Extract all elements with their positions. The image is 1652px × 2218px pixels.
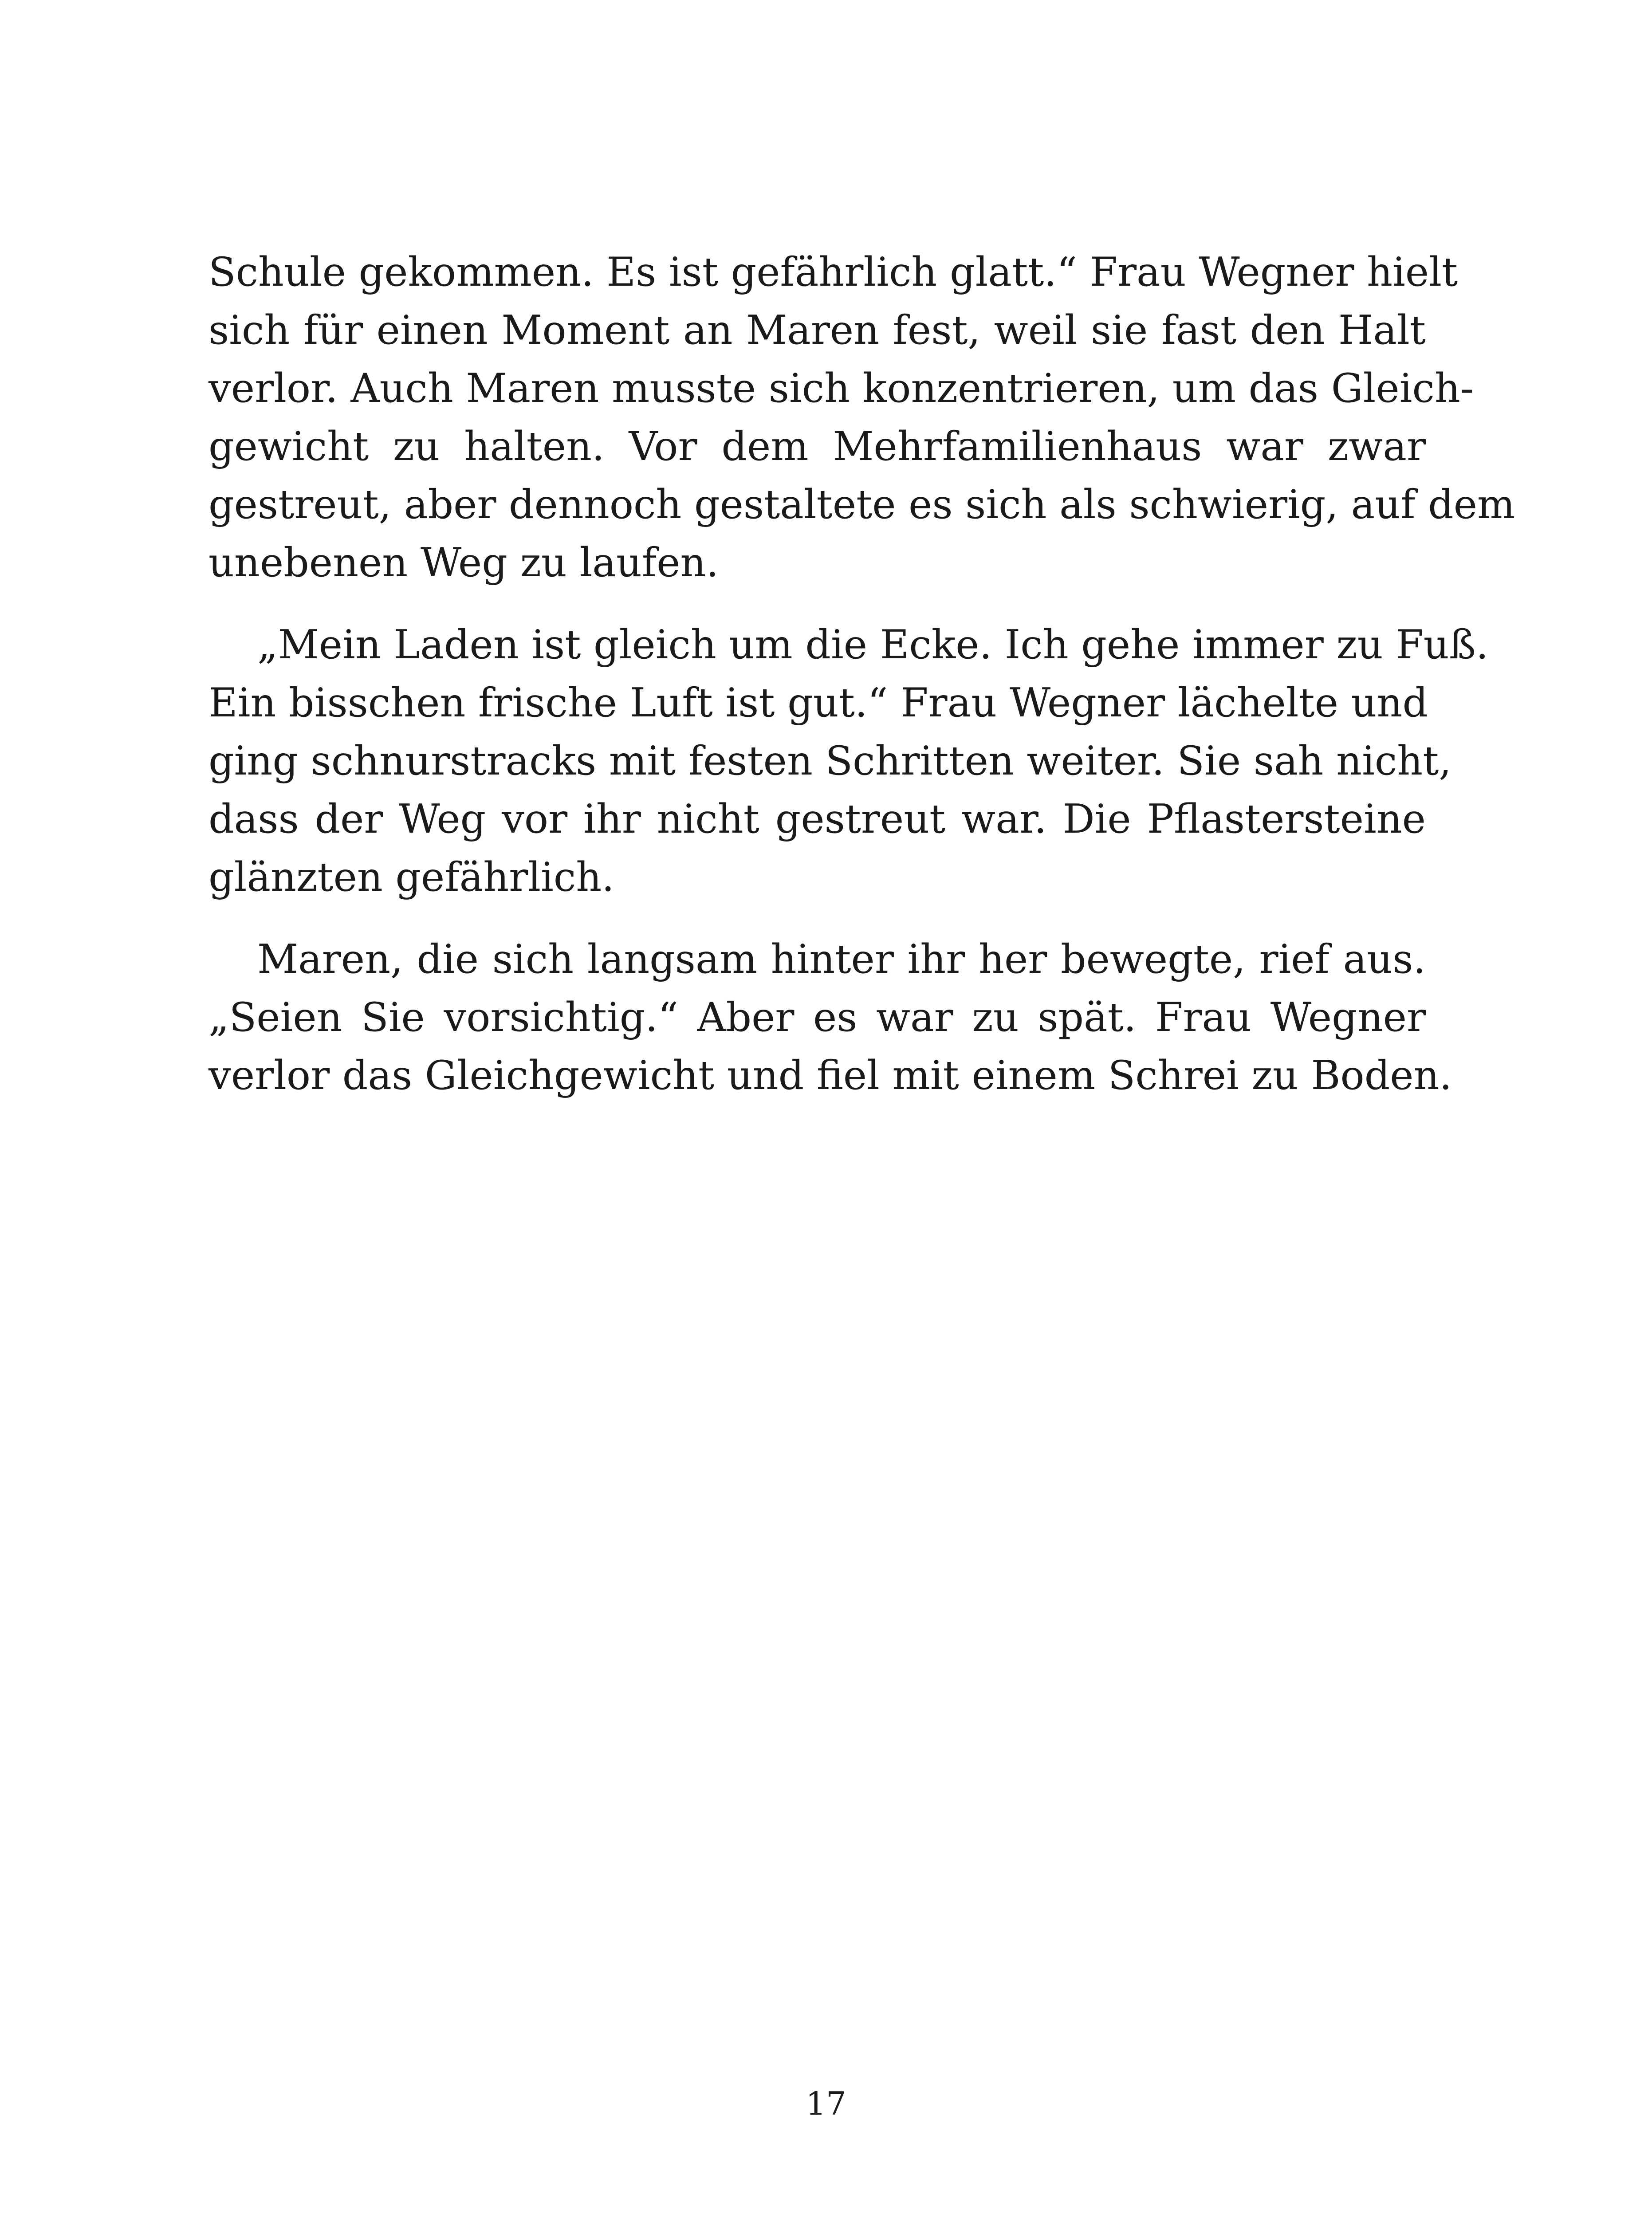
text-line: unebenen Weg zu laufen. — [208, 539, 719, 586]
text-line: „Seien Sie vorsichtig.“ Aber es war zu spät. Frau Wegner — [208, 994, 1426, 1041]
text-line: gestreut, aber dennoch gestaltete es sich als schwierig, auf dem — [208, 481, 1515, 528]
page-number: 17 — [806, 2085, 846, 2122]
paragraph-1 — [208, 243, 1515, 592]
text-line: sich für einen Moment an Maren fest, weil sie fast den Halt — [208, 307, 1426, 354]
text-line: „Mein Laden ist gleich um die Ecke. Ich gehe immer zu Fuß. — [257, 621, 1489, 668]
text-line: dass der Weg vor ihr nicht gestreut war. Die Pflastersteine — [208, 796, 1426, 842]
text-line: gewicht zu halten. Vor dem Mehrfamilienhaus war zwar — [208, 423, 1426, 470]
text-line: glänzten gefährlich. — [208, 854, 614, 901]
paragraph-2 — [208, 616, 1489, 906]
paragraph-3 — [208, 930, 1452, 1105]
text-line: ging schnurstracks mit festen Schritten weiter. Sie sah nicht, — [208, 738, 1451, 784]
text-line: verlor das Gleichgewicht und fiel mit einem Schrei zu Boden. — [208, 1052, 1452, 1099]
body-text — [208, 243, 1515, 1105]
text-line: Ein bisschen frische Luft ist gut.“ Frau Wegner lächelte und — [208, 680, 1428, 726]
text-line: verlor. Auch Maren musste sich konzentrieren, um das Gleich- — [208, 365, 1474, 412]
text-line: Schule gekommen. Es ist gefährlich glatt.“ Frau Wegner hielt — [208, 249, 1458, 295]
text-line: Maren, die sich langsam hinter ihr her bewegte, rief aus. — [257, 936, 1426, 983]
